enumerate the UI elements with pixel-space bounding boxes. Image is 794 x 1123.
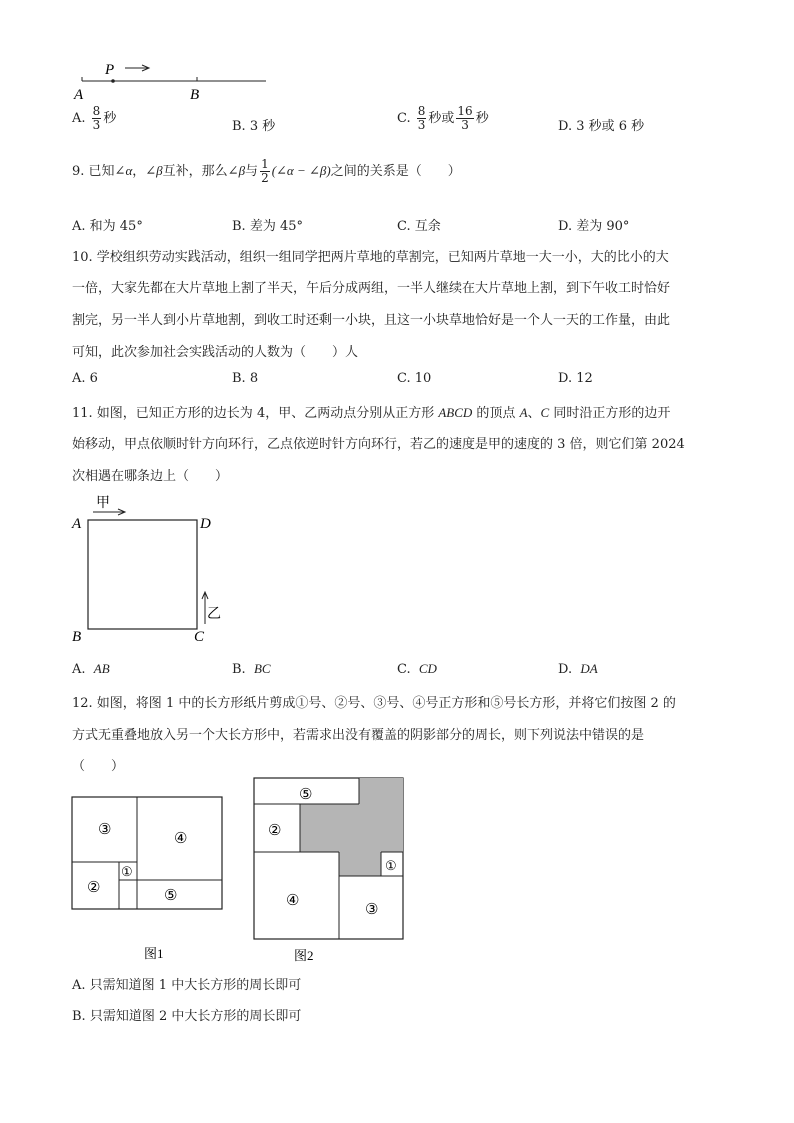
q10-option-b[interactable]: B. 8 [232, 371, 259, 386]
fig1-label-1: ① [121, 864, 133, 879]
q11-option-b[interactable]: B. BC [232, 661, 271, 677]
fig2-label-3: ③ [365, 902, 379, 918]
q9-option-a[interactable]: A. 和为 45° [72, 219, 143, 234]
fig1-label-2: ② [87, 880, 101, 896]
q11-label-yi: 乙 [207, 607, 221, 622]
q12-line-1: 12. 如图，将图 1 中的长方形纸片剪成①号、②号、③号、④号正方形和⑤号长方形，并将它们按图 2 的 [72, 696, 676, 711]
q10-line-1: 10. 学校组织劳动实践活动，组织一组同学把两片草地的草割完，已知两片草地一大一小，大的比小的大 [72, 250, 669, 265]
q8-label-p: P [105, 62, 115, 78]
q9-option-d[interactable]: D. 差为 90° [558, 219, 630, 234]
q11-option-d[interactable]: D. DA [558, 661, 598, 677]
q9-option-b[interactable]: B. 差为 45° [232, 219, 303, 234]
fig1-caption: 图1 [144, 946, 164, 961]
fig1-label-4: ④ [174, 831, 188, 847]
q11-line-1: 11. 如图，已知正方形的边长为 4，甲、乙两动点分别从正方形 ABCD 的顶点 A、C 同时沿正方形的边开 [72, 405, 671, 421]
q11-square-figure [66, 490, 226, 650]
q12-line-3: （ ） [72, 759, 125, 774]
fig2-label-1: ① [385, 858, 397, 873]
q9-option-c[interactable]: C. 互余 [397, 219, 441, 234]
q12-figure-2 [252, 776, 408, 966]
q8-number-line-figure [70, 55, 280, 105]
q12-figure-1 [70, 795, 226, 965]
q11-square [88, 520, 197, 629]
q12-option-b[interactable]: B. 只需知道图 2 中大长方形的周长即可 [72, 1009, 302, 1024]
q10-option-a[interactable]: A. 6 [72, 371, 98, 386]
q10-line-4: 可知，此次参加社会实践活动的人数为（ ）人 [72, 345, 359, 360]
q11-label-b: B [72, 629, 82, 645]
q8-option-a[interactable]: A. $\frac{8}{3}$ 秒 [72, 104, 117, 132]
q12-option-a[interactable]: A. 只需知道图 1 中大长方形的周长即可 [72, 978, 302, 993]
q8-label-a: A [74, 87, 84, 103]
q10-line-2: 一倍，大家先都在大片草地上割了半天，午后分成两组，一半人继续在大片草地上割，到下午收工时恰好 [72, 281, 671, 296]
q11-option-a[interactable]: A. AB [72, 661, 110, 677]
q11-label-c: C [194, 629, 205, 645]
q8-point-p [111, 79, 115, 83]
q11-line-2: 始移动，甲点依顺时针方向环行，乙点依逆时针方向环行，若乙的速度是甲的速度的 3 倍，则它们第 2024 [72, 437, 685, 452]
q8-option-b[interactable]: B. 3 秒 [232, 119, 276, 134]
fig2-label-5: ⑤ [299, 787, 313, 803]
q9-stem: 9. 已知∠α，∠β互补，那么∠β与 $\frac{1}{2}$ (∠α − ∠β)之间的关系是（ ） [72, 157, 461, 185]
q8-option-c[interactable]: C. $\frac{8}{3}$ 秒或 $\frac{16}{3}$ 秒 [397, 104, 489, 132]
q10-option-c[interactable]: C. 10 [397, 371, 432, 386]
q10-option-d[interactable]: D. 12 [558, 371, 593, 386]
q11-line-3: 次相遇在哪条边上（ ） [72, 469, 229, 484]
q11-label-jia: 甲 [96, 496, 110, 511]
fig1-label-5: ⑤ [164, 888, 178, 904]
fig2-label-4: ④ [286, 893, 300, 909]
q10-line-3: 割完，另一半人到小片草地割，到收工时还剩一小块，且这一小块草地恰好是一个人一天的工作量，由此 [72, 313, 671, 328]
fig1-label-3: ③ [98, 822, 112, 838]
q12-line-2: 方式无重叠地放入另一个大长方形中，若需求出没有覆盖的阴影部分的周长，则下列说法中错误的是 [72, 728, 645, 743]
q11-label-d: D [200, 516, 211, 532]
q8-option-d[interactable]: D. 3 秒或 6 秒 [558, 119, 645, 134]
fig2-caption: 图2 [294, 948, 314, 963]
fig2-label-2: ② [268, 823, 282, 839]
q8-label-b: B [190, 87, 200, 103]
q11-label-a: A [72, 516, 82, 532]
q11-option-c[interactable]: C. CD [397, 661, 437, 677]
